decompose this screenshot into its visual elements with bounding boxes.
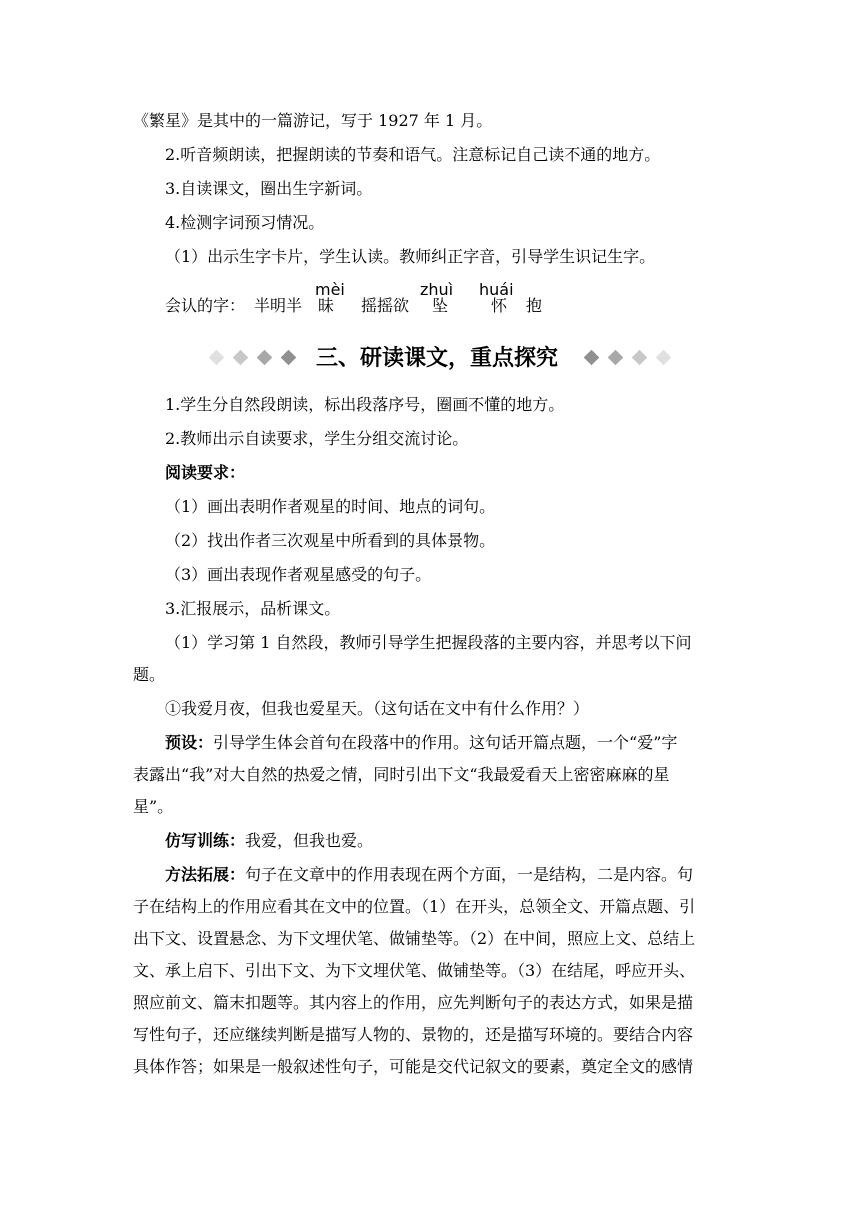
- preset-text: 引导学生体会首句在段落中的作用。这句话开篇点题，一个“爱”字: [213, 733, 678, 752]
- method-line: 照应前文、篇末扣题等。其内容上的作用，应先判断句子的表达方式，如果是描: [133, 993, 694, 1012]
- diamond-ornament: [209, 350, 225, 366]
- requirement-item: （2）找出作者三次观星中所看到的具体景物。: [165, 531, 496, 550]
- vocab-word: 半明半: [254, 296, 303, 315]
- vocab-word: 怀: [491, 296, 508, 315]
- section-heading: [0, 341, 860, 377]
- imitation-text: 我爱，但我也爱。: [245, 831, 374, 850]
- body-step-2: 2.教师出示自读要求，学生分组交流讨论。: [165, 429, 469, 448]
- method-line: 具体作答；如果是一般叙述性句子，可能是交代记叙文的要素，奠定全文的感情: [133, 1057, 694, 1076]
- preset-line: 星”。: [133, 797, 174, 816]
- method-line: 文、承上启下、引出下文、为下文埋伏笔、做铺垫等。（3）在结尾，呼应开头、: [133, 961, 696, 980]
- diamond-ornament: [608, 350, 624, 366]
- step-2: 2.听音频朗读，把握朗读的节奏和语气。注意标记自己读不通的地方。: [165, 145, 661, 164]
- pinyin-huai: huái: [479, 280, 514, 299]
- method-line: 写性句子，还应继续判断是描写人物的、景物的，还是描写环境的。要结合内容: [133, 1025, 694, 1044]
- sub-step-1: （1）出示生字卡片，学生认读。教师纠正字音，引导学生识记生字。: [165, 247, 656, 266]
- diamond-ornament: [632, 350, 648, 366]
- preset-line: 表露出“我”对大自然的热爱之情，同时引出下文“我最爱看天上密密麻麻的星: [133, 765, 670, 784]
- vocabulary-label: 会认的字：: [165, 296, 246, 315]
- step-4: 4.检测字词预习情况。: [165, 213, 325, 232]
- method-paragraph: [0, 865, 860, 885]
- sub-step-line: 题。: [133, 665, 166, 684]
- body-step-3: 3.汇报展示，品析课文。: [165, 599, 341, 618]
- pinyin-mei: mèi: [315, 280, 345, 299]
- diamond-ornament: [584, 350, 600, 366]
- method-label: 方法拓展：: [165, 865, 246, 884]
- method-text: 句子在文章中的作用表现在两个方面，一是结构，二是内容。句: [245, 865, 694, 884]
- body-step-1: 1.学生分自然段朗读，标出段落序号，圈画不懂的地方。: [165, 395, 565, 414]
- intro-line: 《繁星》是其中的一篇游记，写于 1927 年 1 月。: [133, 111, 493, 130]
- vocab-word: 坠: [432, 296, 449, 315]
- vocab-word: 摇摇欲: [361, 296, 410, 315]
- preset-paragraph: [0, 733, 860, 753]
- vocab-word: 昧: [318, 296, 335, 315]
- method-line: 出下文、设置悬念、为下文埋伏笔、做铺垫等。（2）在中间，照应上文、总结上: [133, 929, 696, 948]
- diamond-ornament: [281, 350, 297, 366]
- imitation-paragraph: [0, 831, 860, 851]
- pinyin-zhui: zhuì: [420, 280, 454, 299]
- step-3: 3.自读课文，圈出生字新词。: [165, 179, 373, 198]
- requirement-item: （3）画出表现作者观星感受的句子。: [165, 565, 432, 584]
- vocab-word: 抱: [526, 296, 543, 315]
- method-line: 子在结构上的作用应看其在文中的位置。（1）在开头，总领全文、开篇点题、引: [133, 897, 696, 916]
- diamond-ornament: [233, 350, 249, 366]
- diamond-ornament: [656, 350, 672, 366]
- requirement-item: （1）画出表明作者观星的时间、地点的词句。: [165, 497, 496, 516]
- section-title: 三、研读课文，重点探究: [316, 346, 559, 371]
- imitation-label: 仿写训练：: [165, 831, 246, 850]
- diamond-ornament: [257, 350, 273, 366]
- requirements-label: 阅读要求：: [165, 463, 246, 482]
- preset-label: 预设：: [165, 733, 214, 752]
- question-1: ①我爱月夜，但我也爱星天。（这句话在文中有什么作用？）: [165, 699, 590, 718]
- sub-step-line: （1）学习第 1 自然段，教师引导学生把握段落的主要内容，并思考以下问: [165, 633, 692, 652]
